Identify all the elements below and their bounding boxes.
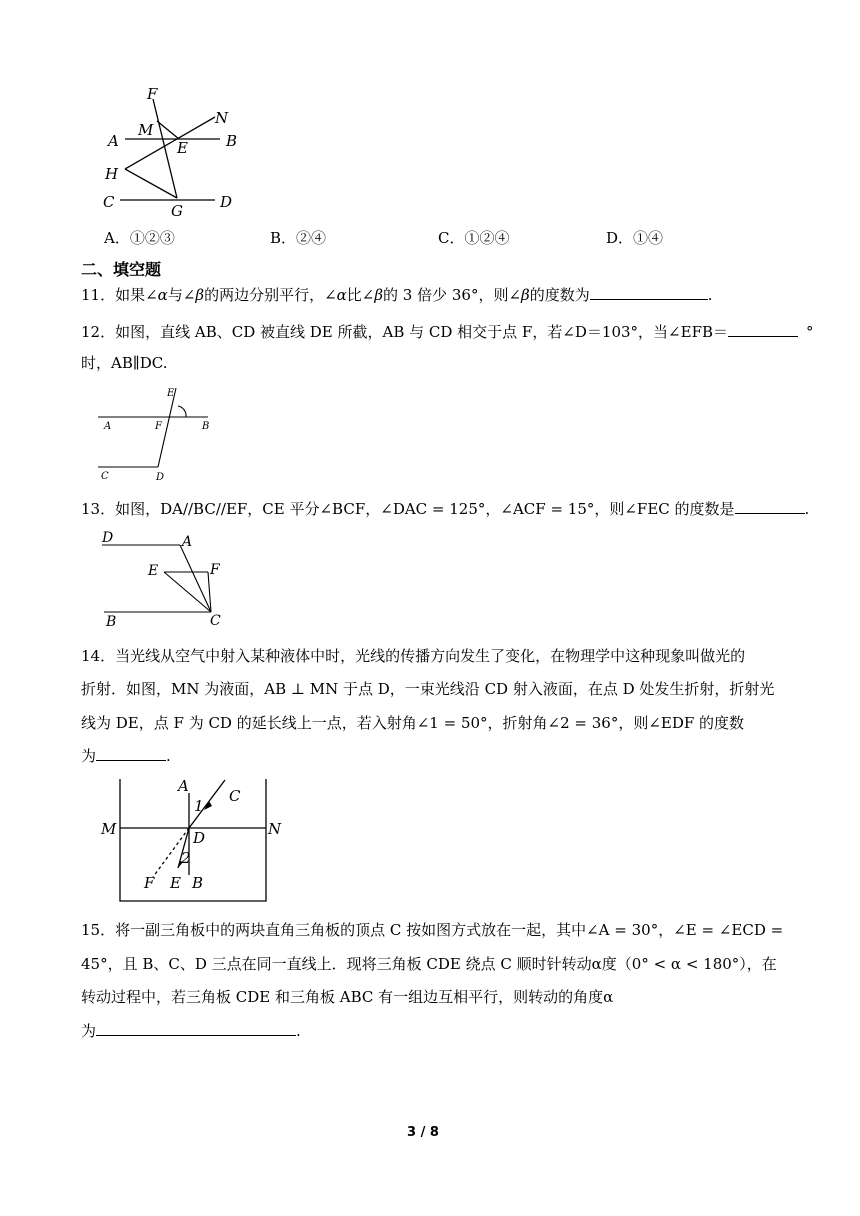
q10-choice-b: B．②④ [270,229,327,247]
q12-text-line2: 时，AB∥DC. [81,354,168,372]
fig12-label-D: D [156,472,165,483]
fig13-label-B: B [106,614,117,628]
q14-text-line4: 为 . [81,747,171,765]
fig10-label-N: N [215,109,229,127]
fig10-label-C: C [103,193,115,211]
fig14-label-B: B [192,874,204,892]
q10-choice-a: A．①②③ [104,229,175,247]
q14-answer-blank[interactable] [96,746,166,761]
fig10-label-B: B [226,132,238,150]
q10-choice-c: C．①②④ [438,229,510,247]
fig10-label-H: H [105,165,119,183]
fig12-label-C: C [101,471,109,482]
figure-q10 [95,85,255,220]
fig10-label-E: E [177,139,188,157]
fig12-label-E: E [167,388,175,399]
fig12-label-F: F [155,421,162,432]
fig14-label-2: 2 [181,849,191,867]
fig10-label-A: A [108,132,119,150]
q12-text: 12．如图，直线 AB、CD 被直线 DE 所截，AB 与 CD 相交于点 F，若∠D＝103°，当∠EFB＝ ° [81,323,814,341]
fig13-label-A: A [182,534,193,550]
q14-text-line2: 折射．如图，MN 为液面，AB ⊥ MN 于点 D，一束光线沿 CD 射入液面，在点 D 处发生折射，折射光 [81,680,775,698]
fig14-label-1: 1 [194,797,204,815]
figure-q14 [98,775,288,905]
q11-answer-blank[interactable] [590,285,708,300]
fig14-label-A: A [178,777,189,795]
q11-number: 11． [81,286,116,304]
fig13-label-C: C [210,613,221,628]
figure-q13 [98,528,233,628]
fig12-label-B: B [202,421,210,432]
q15-answer-blank[interactable] [96,1021,296,1036]
fig14-label-D: D [193,829,206,847]
q13-text: 13．如图，DA//BC//EF，CE 平分∠BCF，∠DAC = 125°，∠ACF = 15°，则∠FEC 的度数是 . [81,500,810,518]
fig10-label-D: D [220,193,233,211]
fig10-label-G: G [171,202,183,220]
fig13-label-E: E [148,563,159,579]
q15-text-line1: 15．将一副三角板中的两块直角三角板的顶点 C 按如图方式放在一起，其中∠A = 30°，∠E = ∠ECD = [81,921,784,939]
fig10-label-F: F [147,85,158,103]
page-number: 3 / 8 [407,1125,439,1140]
q13-answer-blank[interactable] [735,499,805,514]
q15-text-line3: 转动过程中，若三角板 CDE 和三角板 ABC 有一组边互相平行，则转动的角度α [81,988,614,1006]
q10-choice-d: D．①④ [606,229,664,247]
q12-answer-blank[interactable] [728,322,798,337]
q14-text-line3: 线为 DE，点 F 为 CD 的延长线上一点，若入射角∠1 = 50°，折射角∠2 = 36°，则∠EDF 的度数 [81,714,745,732]
q15-text-line2: 45°，且 B、C、D 三点在同一直线上．现将三角板 CDE 绕点 C 顺时针转动α度（0° < α < 180°），在 [81,955,777,973]
fig14-label-C: C [229,787,241,805]
q14-text-line1: 14．当光线从空气中射入某种液体中时，光线的传播方向发生了变化，在物理学中这种现象叫做光的 [81,647,746,665]
q15-text-line4: 为 . [81,1022,301,1040]
fig13-label-F: F [210,562,220,578]
section-heading: 二、填空题 [81,260,162,279]
figure-q12 [98,384,213,484]
fig10-label-M: M [138,121,154,139]
fig14-label-F: F [144,874,155,892]
q11-text: 11．如果∠α与∠β的两边分别平行，∠α比∠β的 3 倍少 36°，则∠β的度数为 . [81,286,713,304]
fig14-label-M: M [101,820,117,838]
fig14-label-N: N [268,820,282,838]
fig13-label-D: D [102,530,114,546]
fig12-label-A: A [104,421,112,432]
fig14-label-E: E [170,874,181,892]
